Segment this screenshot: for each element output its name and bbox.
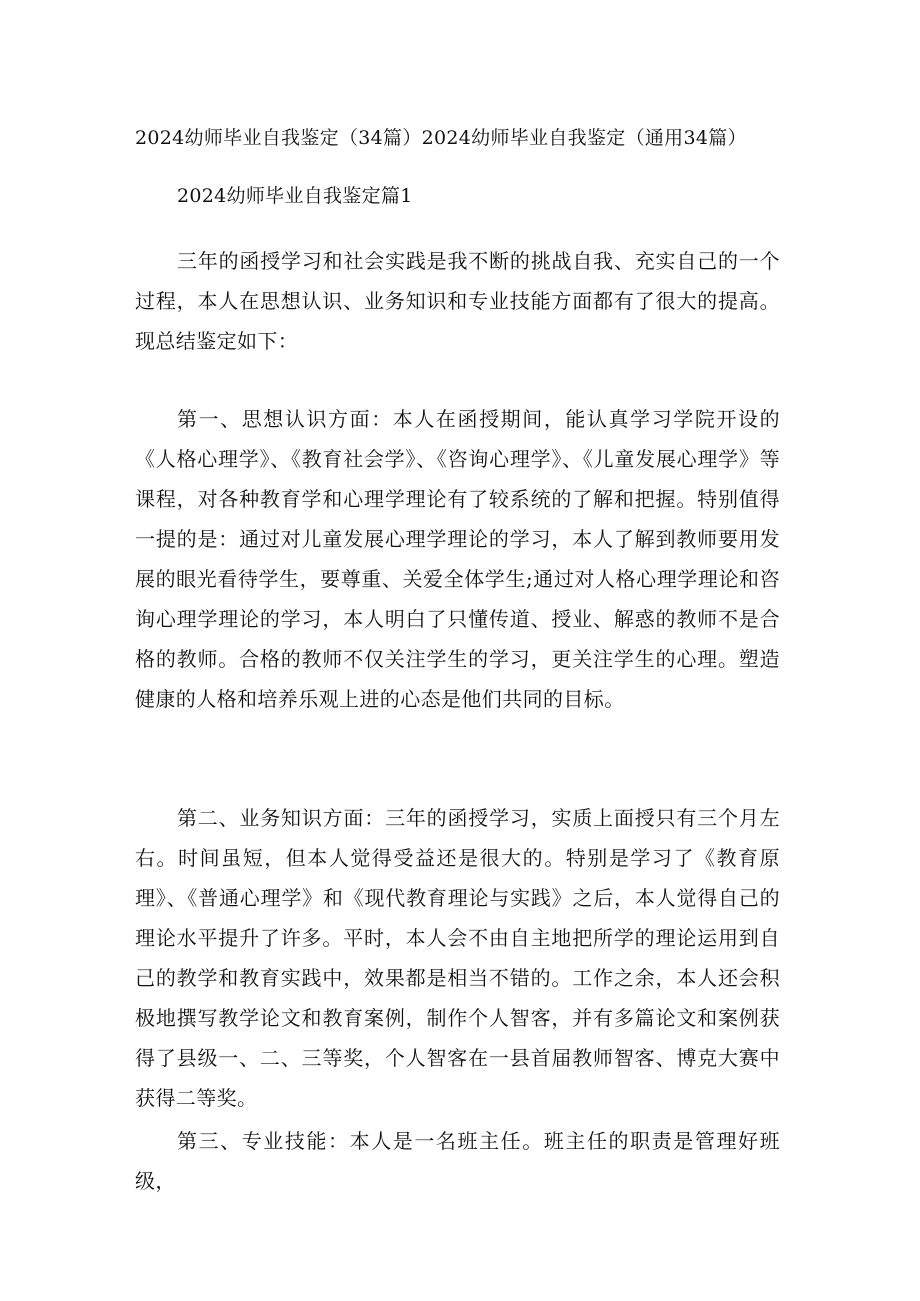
paragraph-thought: 第一、思想认识方面：本人在函授期间，能认真学习学院开设的《人格心理学》、《教育社会学》、《咨询心理学》、《儿童发展心理学》等课程，对各种教育学和心理学理论有了较系统的了解和把握。特别值得一提的是：通过对儿童发展心理学理论的学习，本人了解到教师要用发展的眼光看待学生，要尊重、关爱全体学生;通过对人格心理学理论和咨询心理学理论的学习，本人明白了只懂传道、授业、解惑的教师不是合格的教师。合格的教师不仅关注学生的学习，更关注学生的心理。塑造健康的人格和培养乐观上进的心态是他们共同的目标。 xyxy=(135,407,780,711)
document-title: 2024幼师毕业自我鉴定（34篇）2024幼师毕业自我鉴定（通用34篇） xyxy=(135,127,747,149)
paragraph-skills: 第三、专业技能：本人是一名班主任。班主任的职责是管理好班级， xyxy=(135,1129,780,1193)
paragraph-intro: 三年的函授学习和社会实践是我不断的挑战自我、充实自己的一个过程，本人在思想认识、业务知识和专业技能方面都有了很大的提高。现总结鉴定如下： xyxy=(135,249,780,353)
section-heading: 2024幼师毕业自我鉴定篇1 xyxy=(177,185,413,207)
paragraph-knowledge: 第二、业务知识方面：三年的函授学习，实质上面授只有三个月左右。时间虽短，但本人觉得受益还是很大的。特别是学习了《教育原理》、《普通心理学》和《现代教育理论与实践》之后，本人觉得自己的理论水平提升了许多。平时，本人会不由自主地把所学的理论运用到自己的教学和教育实践中，效果都是相当不错的。工作之余，本人还会积极地撰写教学论文和教育案例，制作个人智客，并有多篇论文和案例获得了县级一、二、三等奖，个人智客在一县首届教师智客、博克大赛中获得二等奖。 xyxy=(135,806,780,1110)
